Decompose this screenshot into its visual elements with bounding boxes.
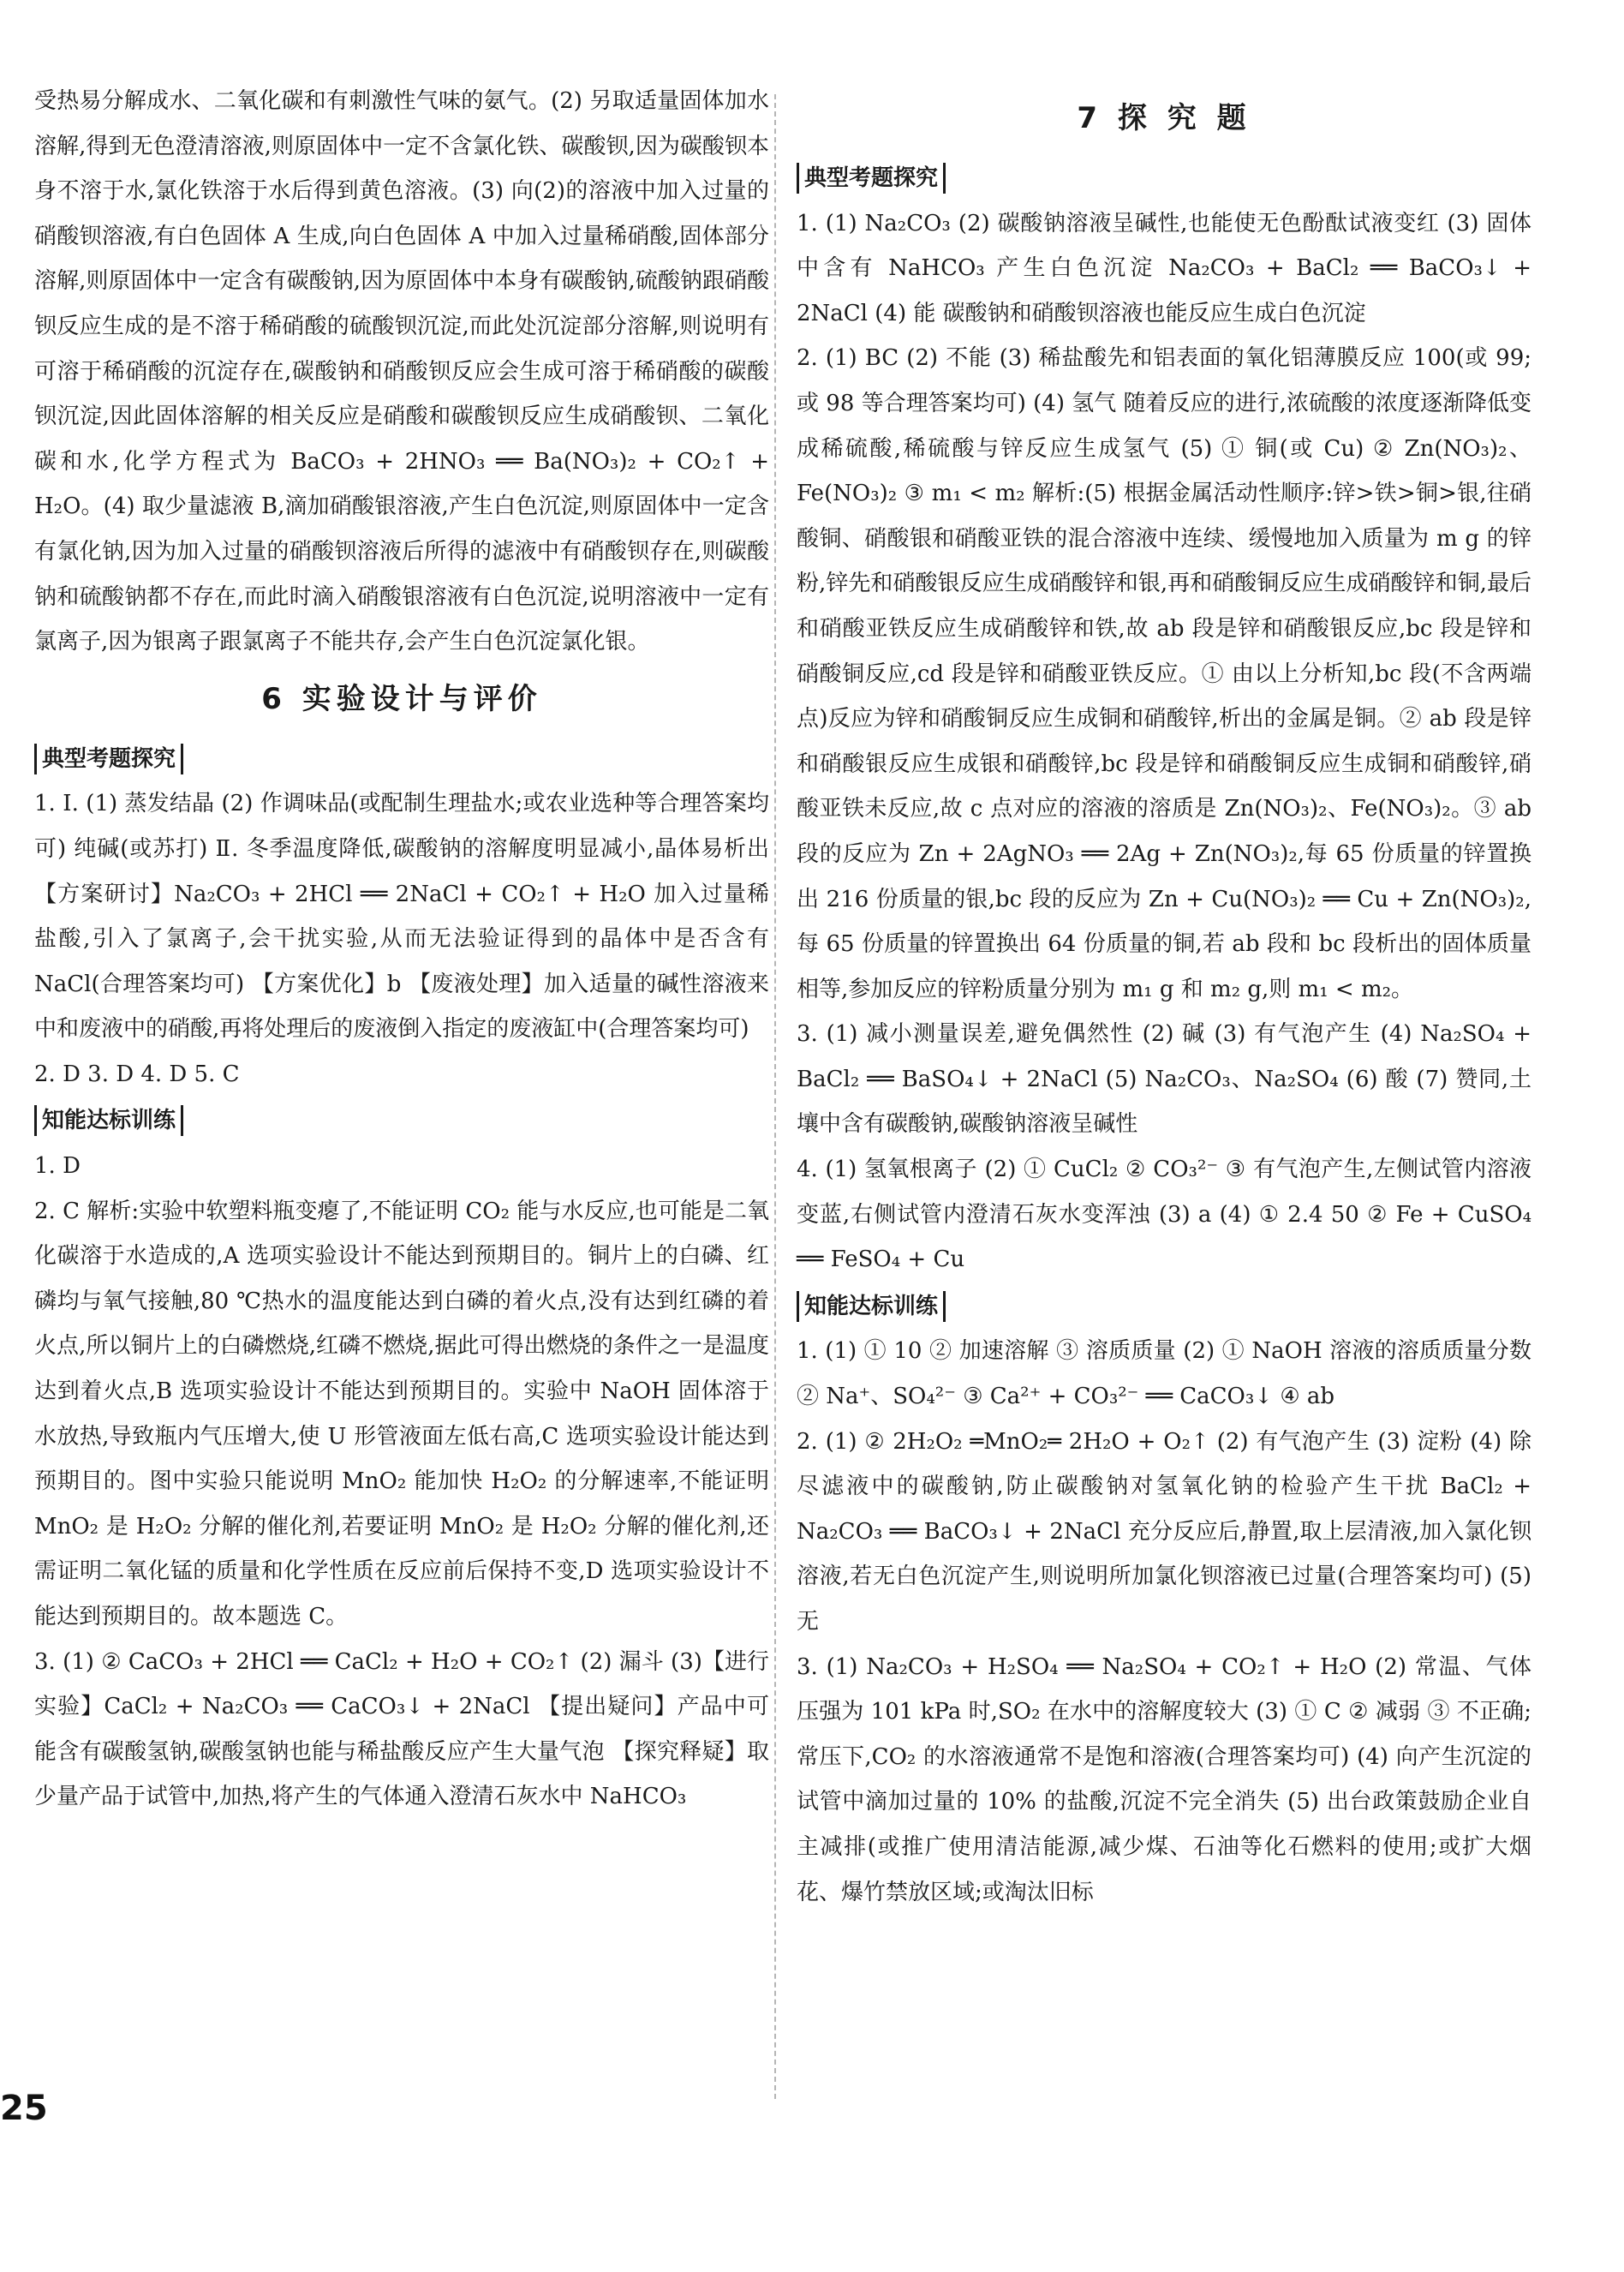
- answer-item: 4. (1) 氢氧根离子 (2) ① CuCl₂ ② CO₃²⁻ ③ 有气泡产生,左侧试管内溶液变蓝,右侧试管内澄清石灰水变浑浊 (3) a (4) ① 2.4 50 ② Fe + CuSO₄ ══ FeSO₄ + Cu: [797, 1157, 1531, 1273]
- tag-training: 知能达标训练: [797, 1291, 946, 1322]
- column-divider: [774, 94, 776, 2099]
- section-6-title: 6 实验设计与评价: [261, 681, 542, 716]
- answer-item: 2. C 解析:实验中软塑料瓶变瘪了,不能证明 CO₂ 能与水反应,也可能是二氧化碳溶于水造成的,A 选项实验设计不能达到预期目的。铜片上的白磷、红磷均与氧气接触,80 ℃热水的温度能达到白磷的着火点,没有达到红磷的着火点,所以铜片上的白磷燃烧,红磷不燃烧,据此可得出燃烧的条件之一是温度达到着火点,B 选项实验设计不能达到预期目的。实验中 NaOH 固体溶于水放热,导致瓶内气压增大,使 U 形管液面左低右高,C 选项实验设计能达到预期目的。图中实验只能说明 MnO₂ 能加快 H₂O₂ 的分解速率,不能证明 MnO₂ 是 H₂O₂ 分解的催化剂,若要证明 MnO₂ 是 H₂O₂ 分解的催化剂,还需证明二氧化锰的质量和化学性质在反应前后保持不变,D 选项实验设计不能达到预期目的。故本题选 C。: [34, 1198, 769, 1629]
- section-7-title: 7 探 究 题: [1077, 101, 1251, 135]
- answer-item: 2. (1) ② 2H₂O₂ ═MnO₂═ 2H₂O + O₂↑ (2) 有气泡产生 (3) 淀粉 (4) 除尽滤液中的碳酸钠,防止碳酸钠对氢氧化钠的检验产生干扰 BaCl₂ + Na₂CO₃ ══ BaCO₃↓ + 2NaCl 充分反应后,静置,取上层清液,加入氯化钡溶液,若无白色沉淀产生,则说明所加氯化钡溶液已过量(合理答案均可) (5) 无: [797, 1428, 1531, 1635]
- tag-training: 知能达标训练: [34, 1105, 183, 1136]
- answer-item: 1. Ⅰ. (1) 蒸发结晶 (2) 作调味品(或配制生理盐水;或农业选种等合理答案均可) 纯碱(或苏打) Ⅱ. 冬季温度降低,碳酸钠的溶解度明显减小,晶体易析出 【方案研讨】Na₂CO₃ + 2HCl ══ 2NaCl + CO₂↑ + H₂O 加入过量稀盐酸,引入了氯离子,会干扰实验,从而无法验证得到的晶体中是否含有 NaCl(合理答案均可) 【方案优化】b 【废液处理】加入适量的碱性溶液来中和废液中的硝酸,再将处理后的废液倒入指定的废液缸中(合理答案均可): [34, 791, 769, 1043]
- answer-item: 3. (1) ② CaCO₃ + 2HCl ══ CaCl₂ + H₂O + CO₂↑ (2) 漏斗 (3)【进行实验】CaCl₂ + Na₂CO₃ ══ CaCO₃↓ + 2NaCl 【提出疑问】产品中可能含有碳酸氢钠,碳酸氢钠也能与稀盐酸反应产生大量气泡 【探究释疑】取少量产品于试管中,加热,将产生的气体通入澄清石灰水中 NaHCO₃: [34, 1648, 769, 1810]
- answer-item: 1. (1) ① 10 ② 加速溶解 ③ 溶质质量 (2) ① NaOH 溶液的溶质质量分数 ② Na⁺、SO₄²⁻ ③ Ca²⁺ + CO₃²⁻ ══ CaCO₃↓ ④ ab: [797, 1338, 1531, 1410]
- tag-typical-questions: 典型考题探究: [797, 163, 946, 194]
- answer-item: 2. D 3. D 4. D 5. C: [34, 1061, 240, 1087]
- page-number: 25: [0, 2089, 48, 2128]
- answer-item: 1. D: [34, 1153, 81, 1180]
- answer-item: 3. (1) 减小测量误差,避免偶然性 (2) 碱 (3) 有气泡产生 (4) Na₂SO₄ + BaCl₂ ══ BaSO₄↓ + 2NaCl (5) Na₂CO₃、Na₂SO₄ (6) 酸 (7) 赞同,土壤中含有碳酸钠,碳酸钠溶液呈碱性: [797, 1021, 1531, 1138]
- answer-item: 2. (1) BC (2) 不能 (3) 稀盐酸先和铝表面的氧化铝薄膜反应 100(或 99;或 98 等合理答案均可) (4) 氢气 随着反应的进行,浓硫酸的浓度逐渐降低变成稀硫酸,稀硫酸与锌反应生成氢气 (5) ① 铜(或 Cu) ② Zn(NO₃)₂、Fe(NO₃)₂ ③ m₁ < m₂ 解析:(5) 根据金属活动性顺序:锌>铁>铜>银,往硝酸铜、硝酸银和硝酸亚铁的混合溶液中连续、缓慢地加入质量为 m g 的锌粉,锌先和硝酸银反应生成硝酸锌和银,再和硝酸铜反应生成硝酸锌和铜,最后和硝酸亚铁反应生成硝酸锌和铁,故 ab 段是锌和硝酸银反应,bc 段是锌和硝酸铜反应,cd 段是锌和硝酸亚铁反应。① 由以上分析知,bc 段(不含两端点)反应为锌和硝酸铜反应生成铜和硝酸锌,析出的金属是铜。② ab 段是锌和硝酸银反应生成银和硝酸锌,bc 段是锌和硝酸铜反应生成铜和硝酸锌,硝酸亚铁未反应,故 c 点对应的溶液的溶质是 Zn(NO₃)₂、Fe(NO₃)₂。③ ab 段的反应为 Zn + 2AgNO₃ ══ 2Ag + Zn(NO₃)₂,每 65 份质量的锌置换出 216 份质量的银,bc 段的反应为 Zn + Cu(NO₃)₂ ══ Cu + Zn(NO₃)₂,每 65 份质量的锌置换出 64 份质量的铜,若 ab 段和 bc 段析出的固体质量相等,参加反应的锌粉质量分别为 m₁ g 和 m₂ g,则 m₁ < m₂。: [797, 345, 1531, 1002]
- right-column: [797, 94, 1531, 1915]
- continued-paragraph: 受热易分解成水、二氧化碳和有刺激性气味的氨气。(2) 另取适量固体加水溶解,得到无色澄清溶液,则原固体中一定不含氯化铁、碳酸钡,因为碳酸钡本身不溶于水,氯化铁溶于水后得到黄色溶液。(3) 向(2)的溶液中加入过量的硝酸钡溶液,有白色固体 A 生成,向白色固体 A 中加入过量稀硝酸,固体部分溶解,则原固体中一定含有碳酸钠,因为原固体中本身有碳酸钠,硫酸钠跟硝酸钡反应生成的是不溶于稀硝酸的硫酸钡沉淀,而此处沉淀部分溶解,则说明有可溶于稀硝酸的沉淀存在,碳酸钠和硝酸钡反应会生成可溶于稀硝酸的碳酸钡沉淀,因此固体溶解的相关反应是硝酸和碳酸钡反应生成硝酸钡、二氧化碳和水,化学方程式为 BaCO₃ + 2HNO₃ ══ Ba(NO₃)₂ + CO₂↑ + H₂O。(4) 取少量滤液 B,滴加硝酸银溶液,产生白色沉淀,则原固体中一定含有氯化钠,因为加入过量的硝酸钡溶液后所得的滤液中有硝酸钡存在,则碳酸钠和硫酸钠都不存在,而此时滴入硝酸银溶液有白色沉淀,说明溶液中一定有氯离子,因为银离子跟氯离子不能共存,会产生白色沉淀氯化银。: [34, 88, 769, 655]
- tag-typical-questions: 典型考题探究: [34, 744, 183, 774]
- left-column: [34, 79, 769, 1820]
- answer-item: 3. (1) Na₂CO₃ + H₂SO₄ ══ Na₂SO₄ + CO₂↑ + H₂O (2) 常温、气体压强为 101 kPa 时,SO₂ 在水中的溶解度较大 (3) ① C ② 减弱 ③ 不正确;常压下,CO₂ 的水溶液通常不是饱和溶液(合理答案均可) (4) 向产生沉淀的试管中滴加过量的 10% 的盐酸,沉淀不完全消失 (5) 出台政策鼓励企业自主减排(或推广使用清洁能源,减少煤、石油等化石燃料的使用;或扩大烟花、爆竹禁放区域;或淘汰旧标: [797, 1653, 1531, 1905]
- answer-item: 1. (1) Na₂CO₃ (2) 碳酸钠溶液呈碱性,也能使无色酚酞试液变红 (3) 固体中含有 NaHCO₃ 产生白色沉淀 Na₂CO₃ + BaCl₂ ══ BaCO₃↓ + 2NaCl (4) 能 碳酸钠和硝酸钡溶液也能反应生成白色沉淀: [797, 210, 1531, 326]
